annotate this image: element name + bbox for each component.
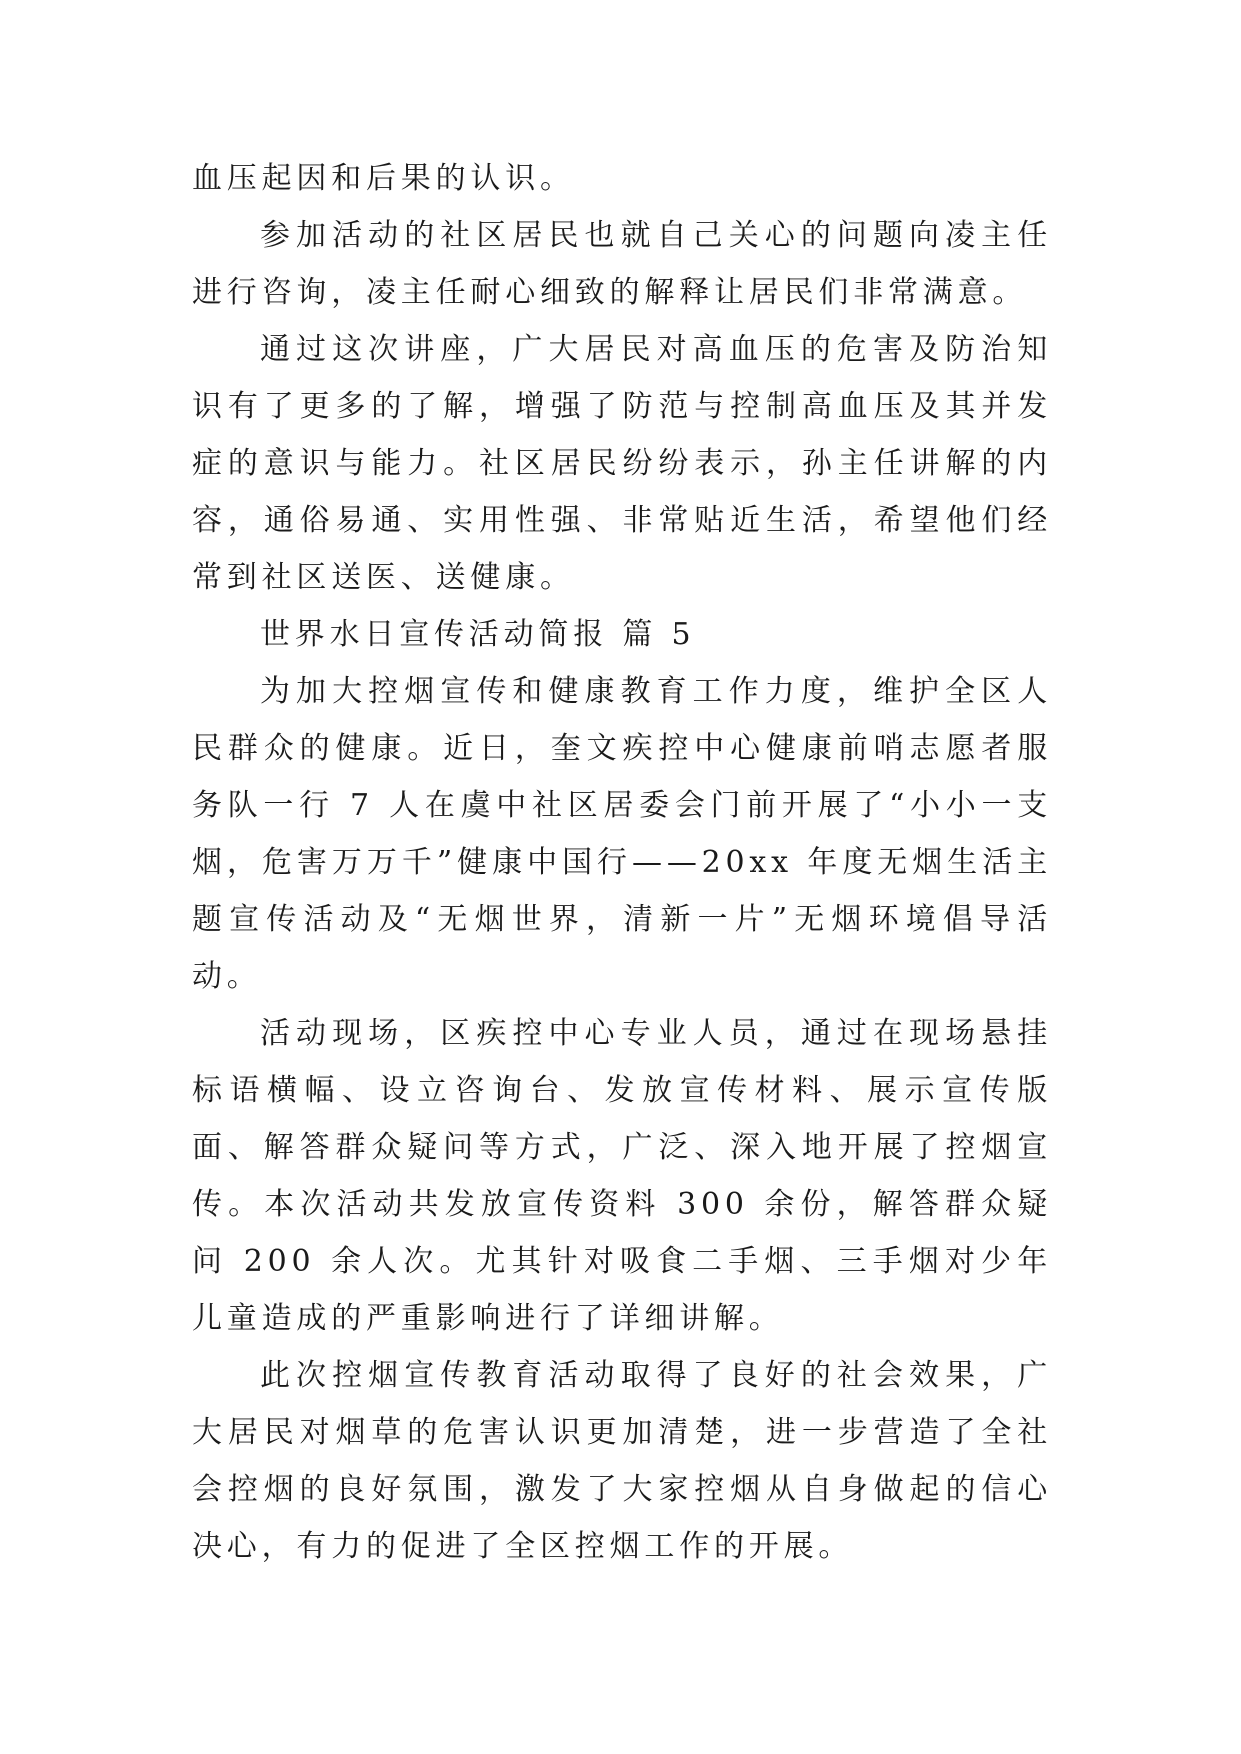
paragraph-event-details: 活动现场，区疾控中心专业人员，通过在现场悬挂标语横幅、设立咨询台、发放宣传材料、展示宣传版面、解答群众疑问等方式，广泛、深入地开展了控烟宣传。本次活动共发放宣传资料 300 余份，解答群众疑问 200 余人次。尤其针对吸食二手烟、三手烟对少年儿童造成的严重影响进行了详细讲解。 (192, 1016, 1052, 1336)
document-body (192, 150, 1052, 1575)
paragraph-continuation: 血压起因和后果的认识。 (192, 161, 575, 196)
paragraph-lecture-summary: 通过这次讲座，广大居民对高血压的危害及防治知识有了更多的了解，增强了防范与控制高血压及其并发症的意识与能力。社区居民纷纷表示，孙主任讲解的内容，通俗易通、实用性强、非常贴近生活，希望他们经常到社区送医、送健康。 (192, 332, 1052, 595)
section-heading: 世界水日宣传活动简报 篇 5 (260, 617, 696, 652)
paragraph-consultation: 参加活动的社区居民也就自己关心的问题向凌主任进行咨询，凌主任耐心细致的解释让居民们非常满意。 (192, 218, 1052, 310)
paragraph-conclusion: 此次控烟宣传教育活动取得了良好的社会效果，广大居民对烟草的危害认识更加清楚，进一步营造了全社会控烟的良好氛围，激发了大家控烟从自身做起的信心决心，有力的促进了全区控烟工作的开展。 (192, 1358, 1052, 1564)
paragraph-event-intro: 为加大控烟宣传和健康教育工作力度，维护全区人民群众的健康。近日，奎文疾控中心健康前哨志愿者服务队一行 7 人在虞中社区居委会门前开展了“小小一支烟，危害万万千”健康中国行——20xx 年度无烟生活主题宣传活动及“无烟世界，清新一片”无烟环境倡导活动。 (192, 674, 1052, 994)
